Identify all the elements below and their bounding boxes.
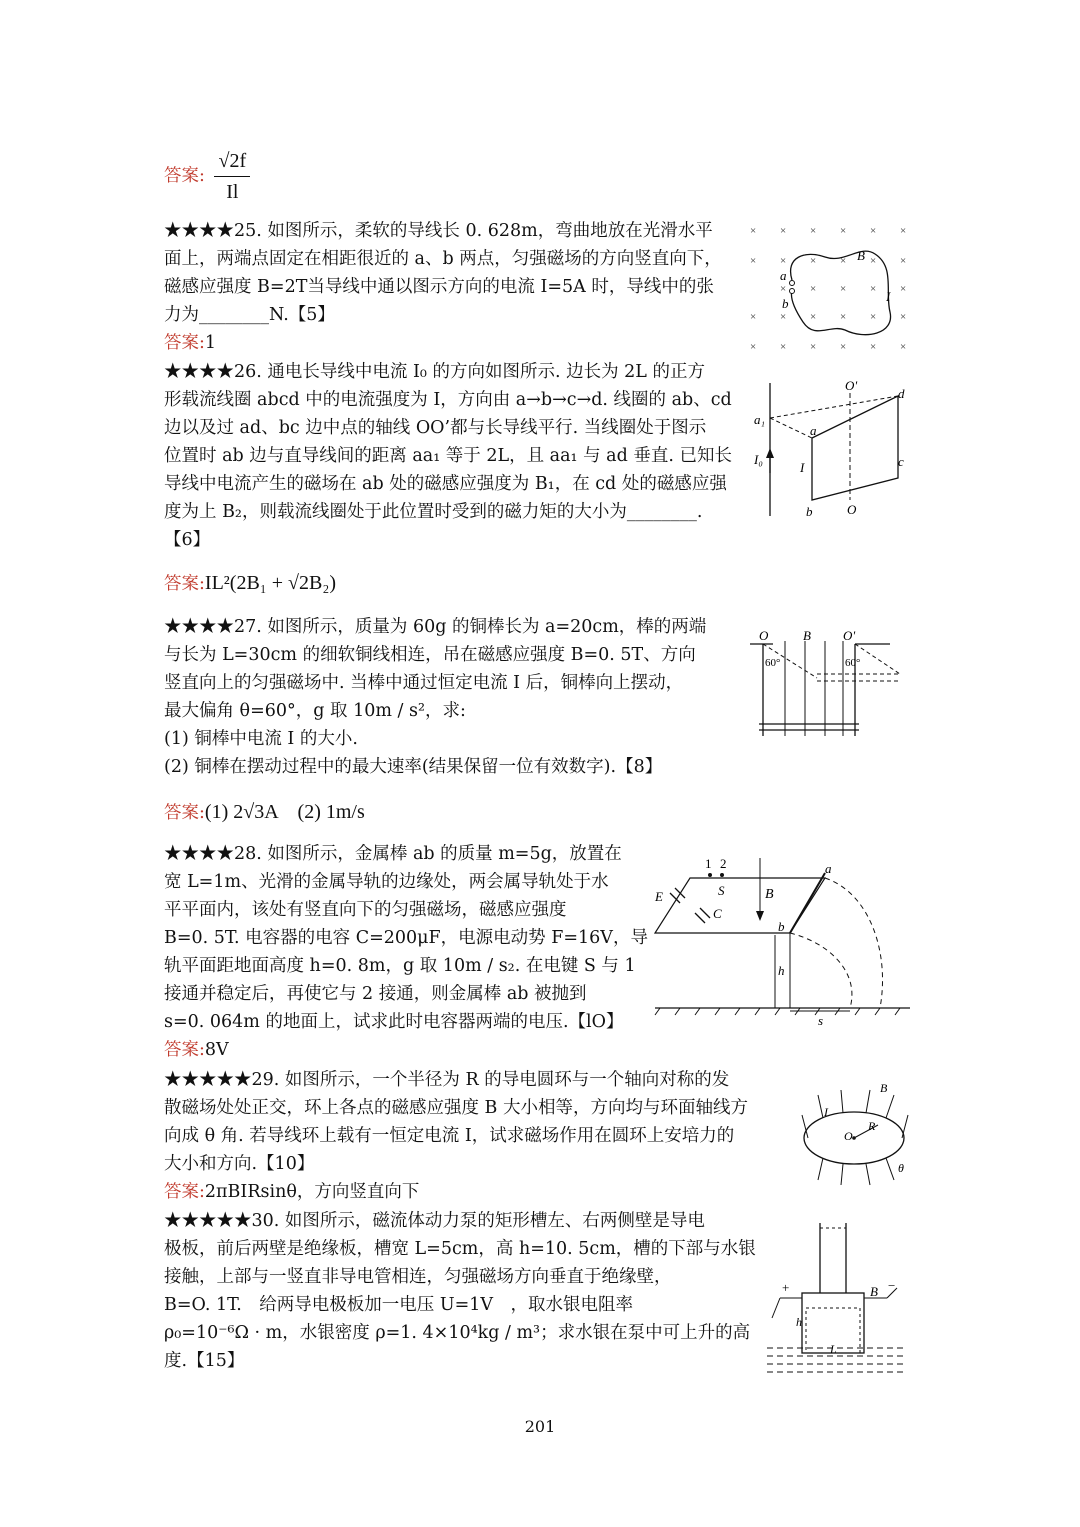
figure-28-circuit bbox=[650, 853, 915, 1025]
question-line: 度.【15】 bbox=[164, 1351, 245, 1371]
field-lines bbox=[785, 641, 843, 736]
label-1: 1 bbox=[705, 856, 712, 871]
field-arrow bbox=[756, 911, 764, 921]
answer-27 bbox=[164, 798, 365, 827]
question-line: ★★★★28. 如图所示，金属棒 ab 的质量 m=5g，放置在 bbox=[164, 844, 622, 864]
trajectory-b bbox=[790, 933, 852, 1008]
answer-value: (1) 2√3A (2) 1m/s bbox=[204, 801, 365, 823]
rails bbox=[655, 878, 825, 933]
question-line: 位置时 ab 边与直导线间的距离 aa₁ 等于 2L，且 aa₁ 与 ad 垂直. 已知长 bbox=[164, 446, 732, 466]
question-line: 平平面内，该处有竖直向下的匀强磁场，磁感应强度 bbox=[164, 900, 567, 920]
figure-29-ring bbox=[798, 1080, 910, 1190]
question-27 bbox=[164, 613, 706, 781]
question-line: 【6】 bbox=[164, 530, 211, 550]
question-line: 接触，上部与一竖直非导电管相连，匀强磁场方向垂直于绝缘壁， bbox=[164, 1267, 672, 1287]
label-B: B bbox=[765, 887, 774, 902]
fraction-numerator: √2f bbox=[214, 146, 250, 177]
answer-25 bbox=[164, 329, 722, 357]
coil-abcd bbox=[812, 396, 898, 500]
question-line: (2) 铜棒在摆动过程中的最大速率(结果保留一位有效数字).【8】 bbox=[164, 757, 663, 777]
answer-26 bbox=[164, 569, 336, 598]
page-number: 201 bbox=[524, 1417, 556, 1436]
question-line: 轨平面距地面高度 h=0. 8m，g 取 10m / s₂. 在电键 S 与 1 bbox=[164, 956, 636, 976]
question-line: 与长为 L=30cm 的细软铜线相连，吊在磁感应强度 B=0. 5T、方向 bbox=[164, 645, 696, 665]
svg-text:×: × bbox=[840, 341, 847, 353]
figure-30-pump bbox=[762, 1218, 912, 1378]
question-line: 磁感应强度 B=2T当导线中通以图示方向的电流 I=5A 时，导线中的张 bbox=[164, 277, 714, 297]
answer-29 bbox=[164, 1178, 748, 1206]
question-line: ★★★★26. 通电长导线中电流 I₀ 的方向如图所示. 边长为 2L 的正方 bbox=[164, 362, 705, 382]
label-b: b bbox=[782, 296, 789, 311]
question-line: 力为________N.【5】 bbox=[164, 305, 335, 325]
answer-24-fraction bbox=[214, 146, 250, 207]
question-line: 散磁场处处正交，环上各点的磁感应强度 B 大小相等，方向均与环面轴线方 bbox=[164, 1098, 748, 1118]
label-E: E bbox=[655, 889, 663, 904]
label-C: C bbox=[713, 906, 722, 921]
svg-text:×: × bbox=[840, 283, 847, 295]
answer-label: 答案: bbox=[164, 803, 205, 823]
question-line: ★★★★★29. 如图所示，一个半径为 R 的导电圆环与一个轴向对称的发 bbox=[164, 1070, 730, 1090]
label-angle-left: 60° bbox=[765, 657, 781, 669]
label-L: L bbox=[830, 1342, 837, 1356]
label-h: h bbox=[778, 963, 785, 978]
question-29 bbox=[164, 1066, 748, 1206]
question-line: s=0. 064m 的地面上，试求此时电容器两端的电压.【lO】 bbox=[164, 1012, 624, 1032]
question-line: ρ₀=10⁻⁶Ω · m，水银密度 ρ=1. 4×10⁴kg / m³；求水银在泵中可上升的高 bbox=[164, 1323, 751, 1343]
label-c: c bbox=[898, 454, 904, 469]
question-25 bbox=[164, 217, 722, 357]
svg-text:×: × bbox=[870, 225, 877, 237]
question-line: ★★★★★30. 如图所示，磁流体动力泵的矩形槽左、右两侧壁是导电 bbox=[164, 1211, 705, 1231]
question-line: 导线中电流产生的磁场在 ab 处的磁感应强度为 B₁，在 cd 处的磁感应强 bbox=[164, 474, 727, 494]
answer-label: 答案: bbox=[164, 333, 205, 353]
label-B: B bbox=[857, 248, 865, 263]
question-28 bbox=[164, 840, 648, 1064]
label-I: I bbox=[824, 1105, 828, 1119]
figure-25-loop bbox=[745, 222, 915, 357]
label-I0: I₀ bbox=[754, 452, 763, 467]
question-line: 形载流线圈 abcd 中的电流强度为 I，方向由 a→b→c→d. 线圈的 ab、cd bbox=[164, 390, 732, 410]
svg-text:×: × bbox=[840, 225, 847, 237]
label-I: I bbox=[800, 460, 805, 475]
label-O: O bbox=[759, 628, 769, 643]
question-line: 大小和方向.【10】 bbox=[164, 1154, 315, 1174]
label-2: 2 bbox=[720, 856, 727, 871]
field-crosses bbox=[750, 225, 906, 353]
svg-text:×: × bbox=[780, 283, 787, 295]
label-a: a bbox=[810, 423, 817, 438]
answer-28 bbox=[164, 1036, 648, 1064]
svg-text:×: × bbox=[750, 225, 757, 237]
svg-text:×: × bbox=[900, 311, 907, 323]
rod-ab bbox=[790, 873, 825, 933]
point-b bbox=[790, 289, 795, 294]
svg-text:×: × bbox=[810, 311, 817, 323]
figure-26-coil bbox=[750, 378, 920, 520]
label-B: B bbox=[870, 1284, 878, 1299]
svg-text:×: × bbox=[750, 311, 757, 323]
label-s: s bbox=[818, 1013, 824, 1025]
label-O-prime: O' bbox=[843, 628, 856, 643]
label-I: I bbox=[886, 289, 891, 304]
answer-value: 2πBIRsinθ，方向竖直向下 bbox=[204, 1182, 420, 1202]
label-O: O bbox=[844, 1129, 853, 1143]
svg-text:×: × bbox=[870, 255, 877, 267]
label-b: b bbox=[778, 919, 785, 934]
svg-text:×: × bbox=[840, 311, 847, 323]
label-b: b bbox=[806, 504, 813, 519]
label-d: d bbox=[898, 386, 905, 401]
question-line: 极板，前后两壁是绝缘板，槽宽 L=5cm，高 h=10. 5cm，槽的下部与水银 bbox=[164, 1239, 756, 1259]
svg-text:×: × bbox=[900, 341, 907, 353]
svg-text:×: × bbox=[810, 341, 817, 353]
label-a: a bbox=[825, 861, 832, 876]
question-line: 向成 θ 角. 若导线环上载有一恒定电流 I，试求磁场作用在圆环上安培力的 bbox=[164, 1126, 735, 1146]
svg-text:×: × bbox=[780, 255, 787, 267]
question-line: 接通并稳定后，再使它与 2 接通，则金属棒 ab 被抛到 bbox=[164, 984, 587, 1004]
label-O: O bbox=[847, 502, 857, 517]
label-a: a bbox=[780, 268, 787, 283]
question-line: 度为上 B₂，则载流线圈处于此位置时受到的磁力矩的大小为________. bbox=[164, 502, 703, 522]
question-30 bbox=[164, 1207, 756, 1375]
fraction-denominator: Il bbox=[226, 181, 239, 203]
label-plus: + bbox=[782, 1280, 790, 1295]
label-theta: θ bbox=[898, 1161, 904, 1175]
svg-text:×: × bbox=[810, 225, 817, 237]
question-line: 宽 L=1m、光滑的金属导轨的边缘处，两会属导轨处于水 bbox=[164, 872, 609, 892]
figure-27-pendulum bbox=[745, 626, 910, 741]
svg-text:×: × bbox=[870, 311, 877, 323]
label-h: h bbox=[796, 1315, 802, 1329]
question-line: 最大偏角 θ=60°，g 取 10m / s²，求: bbox=[164, 701, 466, 721]
svg-text:×: × bbox=[900, 225, 907, 237]
point-a bbox=[790, 281, 795, 286]
current-arrow bbox=[766, 448, 774, 458]
svg-text:×: × bbox=[900, 255, 907, 267]
svg-text:×: × bbox=[810, 255, 817, 267]
svg-text:×: × bbox=[870, 283, 877, 295]
question-26 bbox=[164, 358, 732, 554]
svg-text:×: × bbox=[750, 341, 757, 353]
svg-text:×: × bbox=[840, 255, 847, 267]
label-B: B bbox=[880, 1081, 888, 1095]
svg-text:×: × bbox=[780, 225, 787, 237]
trajectory-a bbox=[825, 878, 883, 1008]
answer-value: 1 bbox=[204, 333, 217, 353]
question-line: 边以及过 ad、bc 边中点的轴线 OO’都与长导线平行. 当线圈处于图示 bbox=[164, 418, 707, 438]
question-line: ★★★★25. 如图所示，柔软的导线长 0. 628m，弯曲地放在光滑水平 bbox=[164, 221, 713, 241]
answer-label: 答案: bbox=[164, 1040, 205, 1060]
question-line: B=0. 5T. 电容器的电容 C=200μF，电源电动势 F=16V，导 bbox=[164, 928, 648, 948]
answer-label: 答案: bbox=[164, 1182, 205, 1202]
mercury-pool bbox=[767, 1348, 907, 1372]
svg-text:×: × bbox=[870, 341, 877, 353]
answer-label: 答案: bbox=[164, 166, 205, 186]
question-line: (1) 铜棒中电流 I 的大小. bbox=[164, 729, 358, 749]
label-S: S bbox=[718, 883, 725, 898]
answer-24 bbox=[164, 146, 250, 207]
label-minus: − bbox=[888, 1278, 896, 1293]
answer-value: 8V bbox=[204, 1040, 229, 1060]
question-line: B=O. 1T. 给两导电极板加一电压 U=1V ，取水银电阻率 bbox=[164, 1295, 634, 1315]
question-line: 竖直向上的匀强磁场中. 当棒中通过恒定电流 I 后，铜棒向上摆动， bbox=[164, 673, 684, 693]
svg-text:×: × bbox=[780, 341, 787, 353]
svg-text:×: × bbox=[810, 283, 817, 295]
svg-text:×: × bbox=[780, 311, 787, 323]
svg-text:×: × bbox=[750, 255, 757, 267]
label-O-prime: O' bbox=[845, 378, 858, 393]
label-angle-right: 60° bbox=[845, 657, 861, 669]
answer-label: 答案: bbox=[164, 574, 205, 594]
label-a1: a₁ bbox=[754, 412, 766, 427]
mercury-tube bbox=[820, 1228, 846, 1293]
label-B: B bbox=[803, 628, 811, 643]
answer-value: IL²(2B₁ + √2B₂) bbox=[204, 572, 336, 594]
question-line: 面上，两端点固定在相距很近的 a、b 两点，匀强磁场的方向竖直向下， bbox=[164, 249, 722, 269]
label-R: R bbox=[868, 1119, 876, 1133]
question-line: ★★★★27. 如图所示，质量为 60g 的铜棒长为 a=20cm，棒的两端 bbox=[164, 617, 707, 637]
svg-text:×: × bbox=[900, 283, 907, 295]
